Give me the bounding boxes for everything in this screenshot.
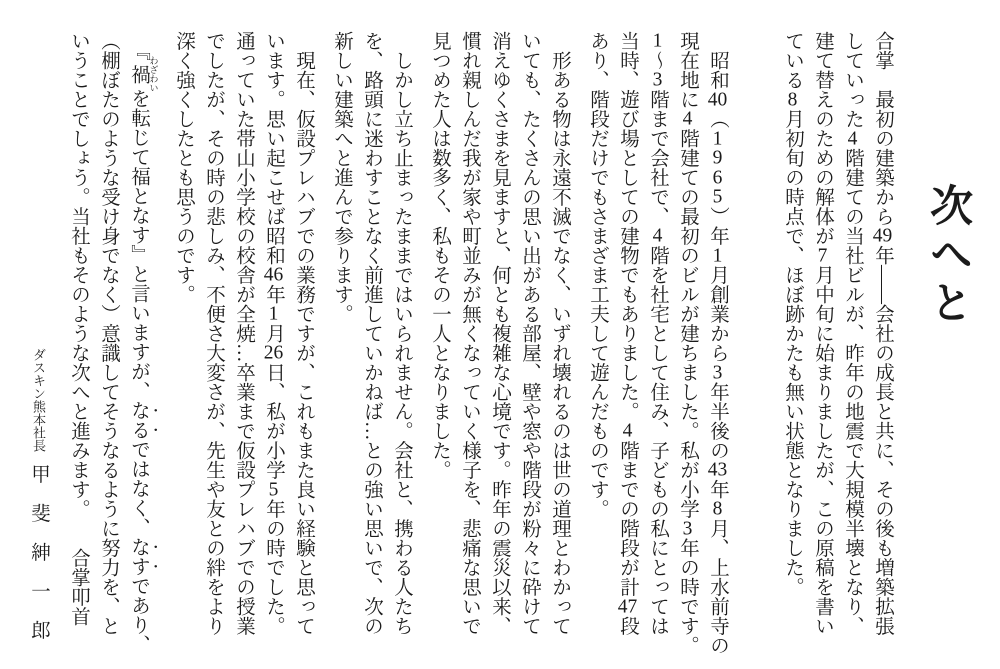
paragraph-2 — [582, 31, 732, 655]
tatechuyoko-number: 4 — [682, 109, 693, 129]
page-title: 次へと — [924, 183, 971, 329]
tatechuyoko-number: 4 — [652, 226, 663, 246]
tatechuyoko-number: 47 — [617, 596, 638, 616]
text-line: 建て替えのための解体が7月中旬に始まりましたが、この原稿を書い — [812, 31, 833, 636]
paragraph-1 — [777, 31, 897, 639]
paragraph-3 — [424, 31, 574, 639]
text-line: 現在、仮設プレハブでの業務ですが、これもまた良い経験と思って — [293, 31, 314, 636]
tatechuyoko-number: 26 — [263, 343, 284, 363]
paragraphs-container — [63, 31, 897, 655]
tatechuyoko-number: 5 — [268, 479, 279, 499]
tatechuyoko-number: 3 — [712, 362, 723, 382]
emphasis-dotted-text: なす — [128, 536, 149, 576]
text-line: いうことでしょう。当社もそのような次へと進みます。 合掌叩首 — [68, 31, 89, 626]
article-body — [21, 31, 897, 655]
text-line: 消えゆくさまを見ますと、何とも複雑な心境です。昨年の震災以来、 — [489, 31, 510, 636]
text-line: 合掌 最初の建築から49年――会社の成長と共に、その後も増築拡張 — [872, 31, 893, 636]
signature-name: 甲 斐 紳 一 郎 — [28, 463, 49, 639]
text-line: 昭和40（1965）年1月創業から3年半後の43年8月、上水前寺の — [707, 31, 728, 655]
paragraph-5 — [168, 31, 318, 639]
text-line: 深く強くしたとも思うのです。 — [173, 31, 194, 304]
paragraph-4 — [326, 31, 416, 639]
text-line: いても、たくさんの思い出がある部屋、壁や窓や階段が粉々に砕けて — [519, 31, 540, 636]
text-line: 形ある物は永遠不滅でなく、いずれ壊れるのは世の道理とわかって — [549, 31, 570, 636]
text-line: でしたが、その時の悲しみ、不便さ大変さが、先生や友との絆をより — [203, 31, 224, 636]
text-line: 『禍 わざわいを転じて福となす』と言いますが、なるではなく、なすであり、 — [128, 31, 159, 654]
emphasis-dotted-text: なる — [128, 400, 149, 440]
tatechuyoko-number: 4 — [847, 128, 858, 148]
tatechuyoko-number: 8 — [787, 89, 798, 109]
text-line: 通っていた帯山小学校の校舎が全焼…卒業まで仮設プレハブでの授業 — [233, 31, 254, 636]
text-line: 慣れ親しんだ我が家や町並みが無くなっていく様子を、悲痛な思いで — [459, 31, 480, 636]
tatechuyoko-number: 5 — [712, 187, 723, 207]
signature-role: ダスキン熊本社長 — [31, 347, 46, 452]
tatechuyoko-number: 9 — [712, 148, 723, 168]
tatechuyoko-number: 3 — [682, 518, 693, 538]
text-line: 現在地に4階建ての最初のビルが建ちました。私が小学3年の時です。 — [677, 31, 698, 655]
tatechuyoko-number: 49 — [872, 226, 893, 246]
signature-line — [21, 31, 55, 639]
text-line: ている8月初旬の時点で、ほぼ跡かたも無い状態となりました。 — [782, 31, 803, 597]
tatechuyoko-number: 4 — [622, 421, 633, 441]
text-line: しかし立ち止まったままではいられません。会社と、携わる人たち — [391, 31, 412, 636]
tatechuyoko-number: 1 — [652, 31, 663, 51]
text-line: 見つめた人は数多く、私もその一人となりました。 — [429, 31, 450, 480]
tatechuyoko-number: 1 — [268, 304, 279, 324]
tatechuyoko-number: 1 — [712, 128, 723, 148]
text-line: あり、階段だけでもさまざま工夫して遊んだものです。 — [587, 31, 608, 519]
text-line: を、路頭に迷わすことなく前進していかねば…との強い思いで、次の — [361, 31, 382, 636]
tatechuyoko-number: 40 — [707, 89, 728, 109]
text-line: います。思い起こせば昭和46年1月26日、私が小学5年の時でした。 — [263, 31, 284, 636]
tatechuyoko-number: 8 — [712, 499, 723, 519]
text-line: 1～3階まで会社で、4階を社宅として住み、子どもの私にとっては — [647, 31, 668, 636]
text-line: 新しい建築へと進んで参ります。 — [331, 31, 352, 324]
text-line: 当時、遊び場としての建物でもありました。4階までの階段が計47段 — [617, 31, 638, 636]
paragraph-6 — [63, 31, 160, 654]
tatechuyoko-number: 46 — [263, 265, 284, 285]
text-line: していった4階建ての当社ビルが、昨年の地震で大規模半壊となり、 — [842, 31, 863, 636]
tatechuyoko-number: 6 — [712, 167, 723, 187]
tatechuyoko-number: 3 — [652, 70, 663, 90]
tatechuyoko-number: 43 — [707, 460, 728, 480]
ruby-furigana: 禍 わざわい — [128, 56, 159, 93]
tatechuyoko-number: 1 — [712, 245, 723, 265]
text-line: （棚ぼたのような受け身でなく）意識してそうなるように努力を、と — [98, 31, 119, 636]
tatechuyoko-number: 7 — [817, 245, 828, 265]
